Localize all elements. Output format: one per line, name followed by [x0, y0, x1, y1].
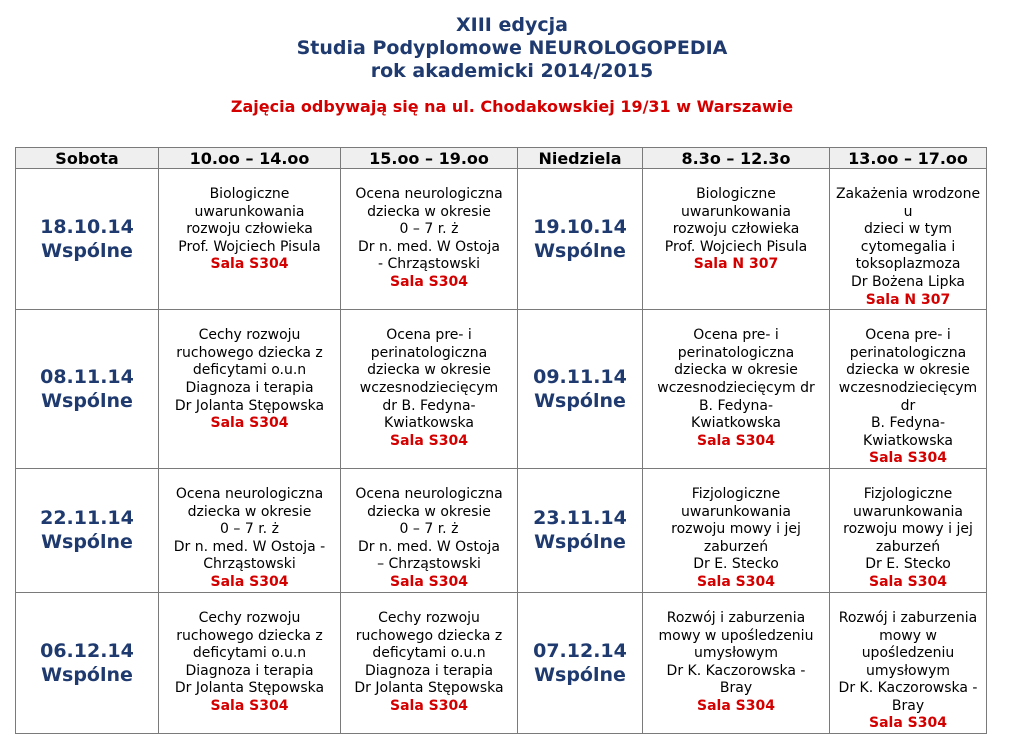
- class-text-line: Cechy rozwoju: [198, 609, 301, 626]
- col-header-sat-morning: 10.oo – 14.oo: [159, 148, 341, 169]
- room-label: Sala S304: [697, 432, 775, 449]
- class-text-line: Rozwój i zaburzenia: [666, 609, 806, 626]
- class-text-line: zaburzeń: [703, 538, 769, 555]
- class-text-line: Ocena pre- i: [386, 327, 472, 344]
- class-text-line: Ocena neurologiczna: [355, 186, 503, 202]
- col-header-sunday: Niedziela: [518, 148, 643, 169]
- class-text-line: Dr E. Stecko: [865, 556, 951, 573]
- edition-title: XIII edycja: [456, 14, 568, 36]
- class-cell: [830, 592, 987, 733]
- session-date: 23.11.14: [533, 507, 627, 530]
- class-text-line: Fizjologiczne: [863, 485, 953, 502]
- class-cell: [159, 468, 341, 592]
- room-label: Sala S304: [210, 697, 289, 714]
- session-type: Wspólne: [41, 240, 133, 263]
- class-text-line: dziecka w okresie: [187, 503, 312, 520]
- class-text-line: Dr n. med. W Ostoja -: [173, 538, 326, 555]
- class-text-line: Diagnoza i terapia: [364, 662, 494, 679]
- class-text-line: dziecka w okresie: [846, 362, 970, 379]
- session-type: Wspólne: [41, 531, 133, 554]
- class-text-line: cytomegalia i: [860, 238, 956, 255]
- date-cell: [518, 310, 643, 469]
- schedule-table: [15, 147, 987, 734]
- class-text-line: rozwoju człowieka: [186, 221, 313, 238]
- class-cell: [643, 592, 830, 733]
- class-text-line: Zakażenia wrodzone u: [835, 186, 981, 220]
- class-text-line: ruchowego dziecka z: [176, 627, 323, 644]
- class-text-line: rozwoju człowieka: [672, 221, 800, 238]
- class-text-line: Dr Jolanta Stępowska: [174, 680, 325, 697]
- session-date: 09.11.14: [533, 366, 627, 389]
- room-label: Sala S304: [697, 697, 775, 714]
- class-text-line: umysłowym: [693, 645, 778, 662]
- session-date: 19.10.14: [533, 216, 627, 239]
- class-text-line: mowy w upośledzeniu: [861, 627, 955, 662]
- class-text-line: deficytami o.u.n: [192, 645, 307, 662]
- class-text-line: deficytami o.u.n: [372, 645, 486, 662]
- class-cell: [341, 310, 518, 469]
- class-text-line: perinatologiczna: [370, 344, 488, 361]
- session-type: Wspólne: [41, 663, 133, 686]
- room-label: Sala S304: [869, 450, 947, 467]
- class-text-line: 0 – 7 r. ż: [399, 521, 459, 538]
- class-text-line: Bray: [891, 697, 925, 714]
- class-cell: [830, 468, 987, 592]
- class-text-line: Prof. Wojciech Pisula: [178, 238, 321, 255]
- class-text-line: dziecka w okresie: [367, 503, 491, 520]
- table-row: [16, 592, 987, 733]
- col-header-sun-morning: 8.3o – 12.3o: [643, 148, 830, 169]
- class-text-line: wczesnodziecięcym: [359, 379, 499, 396]
- class-text-line: toksoplazmoza: [855, 256, 961, 273]
- class-text-line: 0 – 7 r. ż: [399, 221, 459, 238]
- class-text-line: Dr Jolanta Stępowska: [354, 680, 504, 697]
- class-text-line: uwarunkowania: [681, 203, 791, 220]
- class-cell: [643, 468, 830, 592]
- class-text-line: uwarunkowania: [853, 503, 963, 520]
- class-text-line: Dr K. Kaczorowska -: [838, 680, 978, 697]
- program-title: Studia Podyplomowe NEUROLOGOPEDIA: [296, 37, 728, 59]
- date-cell: [16, 169, 159, 310]
- class-text-line: Ocena neurologiczna: [355, 485, 503, 502]
- class-text-line: Ocena pre- i: [693, 327, 779, 344]
- class-text-line: ruchowego dziecka z: [176, 344, 323, 361]
- room-label: Sala S304: [390, 697, 468, 714]
- class-text-line: Cechy rozwoju: [378, 609, 480, 626]
- class-text-line: Dr n. med. W Ostoja: [358, 238, 500, 255]
- class-text-line: Rozwój i zaburzenia: [838, 609, 978, 626]
- class-text-line: Kwiatkowska: [863, 432, 953, 449]
- academic-year: rok akademicki 2014/2015: [370, 60, 654, 82]
- class-text-line: Chrząstowski: [203, 556, 296, 573]
- session-date: 08.11.14: [40, 366, 134, 389]
- session-date: 18.10.14: [40, 216, 134, 239]
- class-text-line: perinatologiczna: [849, 344, 967, 361]
- class-cell: [159, 169, 341, 310]
- class-text-line: Ocena pre- i: [865, 327, 951, 344]
- class-text-line: rozwoju mowy i jej: [843, 521, 973, 538]
- session-type: Wspólne: [41, 390, 133, 413]
- room-label: Sala S304: [697, 573, 775, 590]
- class-text-line: dziecka w okresie: [674, 362, 798, 379]
- room-label: Sala S304: [210, 256, 289, 273]
- class-text-line: Cechy rozwoju: [198, 327, 301, 344]
- class-text-line: deficytami o.u.n: [192, 362, 307, 379]
- class-text-line: 0 – 7 r. ż: [220, 521, 279, 538]
- class-text-line: B. Fedyna-: [698, 397, 774, 414]
- room-label: Sala S304: [869, 573, 947, 590]
- class-text-line: perinatologiczna: [677, 344, 795, 361]
- session-date: 07.12.14: [533, 639, 627, 662]
- class-text-line: uwarunkowania: [681, 503, 791, 520]
- session-type: Wspólne: [534, 663, 626, 686]
- class-text-line: umysłowym: [865, 662, 950, 679]
- room-label: Sala S304: [390, 573, 468, 590]
- class-text-line: Dr E. Stecko: [693, 556, 779, 573]
- class-text-line: Fizjologiczne: [691, 485, 781, 502]
- room-label: Sala S304: [210, 415, 289, 432]
- class-cell: [159, 592, 341, 733]
- session-type: Wspólne: [534, 390, 626, 413]
- class-text-line: Kwiatkowska: [691, 415, 781, 432]
- class-text-line: dziecka w okresie: [367, 203, 491, 220]
- class-text-line: Dr K. Kaczorowska -: [666, 662, 806, 679]
- class-text-line: - Chrząstowski: [378, 256, 480, 273]
- class-text-line: dzieci w tym: [863, 221, 953, 238]
- class-cell: [341, 468, 518, 592]
- date-cell: [518, 592, 643, 733]
- class-text-line: Diagnoza i terapia: [185, 662, 314, 679]
- room-label: Sala S304: [390, 273, 468, 290]
- class-cell: [341, 169, 518, 310]
- location-note: Zajęcia odbywają się na ul. Chodakowskiej 19/31 w Warszawie: [230, 97, 794, 116]
- class-text-line: B. Fedyna-: [870, 415, 946, 432]
- class-cell: [643, 310, 830, 469]
- class-text-line: Bray: [719, 680, 753, 697]
- class-cell: [341, 592, 518, 733]
- class-text-line: Dr n. med. W Ostoja: [358, 538, 500, 555]
- class-text-line: ruchowego dziecka z: [355, 627, 503, 644]
- class-text-line: uwarunkowania: [194, 203, 305, 220]
- date-cell: [16, 310, 159, 469]
- class-text-line: dziecka w okresie: [367, 362, 491, 379]
- session-date: 06.12.14: [40, 639, 134, 662]
- class-text-line: Prof. Wojciech Pisula: [664, 238, 808, 255]
- class-text-line: zaburzeń: [875, 538, 941, 555]
- class-text-line: Kwiatkowska: [384, 415, 474, 432]
- table-row: [16, 468, 987, 592]
- session-date: 22.11.14: [40, 507, 134, 530]
- date-cell: [16, 592, 159, 733]
- session-type: Wspólne: [534, 531, 626, 554]
- date-cell: [518, 468, 643, 592]
- room-label: Sala N 307: [865, 291, 951, 308]
- class-cell: [159, 310, 341, 469]
- class-cell: [643, 169, 830, 310]
- class-text-line: dr B. Fedyna-: [382, 397, 476, 414]
- header-row: [16, 148, 987, 169]
- table-row: [16, 169, 987, 310]
- class-text-line: Dr Jolanta Stępowska: [174, 397, 325, 414]
- class-text-line: mowy w upośledzeniu: [658, 627, 814, 644]
- class-cell: [830, 169, 987, 310]
- class-text-line: Ocena neurologiczna: [175, 485, 324, 502]
- room-label: Sala S304: [869, 715, 947, 732]
- room-label: Sala S304: [390, 432, 468, 449]
- class-text-line: Biologiczne: [209, 186, 290, 202]
- class-text-line: wczesnodziecięcym dr: [657, 379, 815, 396]
- class-text-line: Diagnoza i terapia: [185, 379, 314, 396]
- class-text-line: Dr Bożena Lipka: [850, 273, 966, 290]
- date-cell: [16, 468, 159, 592]
- session-type: Wspólne: [534, 240, 626, 263]
- document-header: [0, 14, 1024, 116]
- class-cell: [830, 310, 987, 469]
- class-text-line: Biologiczne: [696, 186, 776, 202]
- class-text-line: – Chrząstowski: [377, 556, 481, 573]
- class-text-line: rozwoju mowy i jej: [671, 521, 801, 538]
- date-cell: [518, 169, 643, 310]
- class-text-line: wczesnodziecięcym dr: [838, 379, 978, 414]
- col-header-sun-afternoon: 13.oo – 17.oo: [830, 148, 987, 169]
- col-header-saturday: Sobota: [16, 148, 159, 169]
- table-row: [16, 310, 987, 469]
- room-label: Sala S304: [210, 573, 289, 590]
- room-label: Sala N 307: [693, 256, 779, 273]
- col-header-sat-afternoon: 15.oo – 19.oo: [341, 148, 518, 169]
